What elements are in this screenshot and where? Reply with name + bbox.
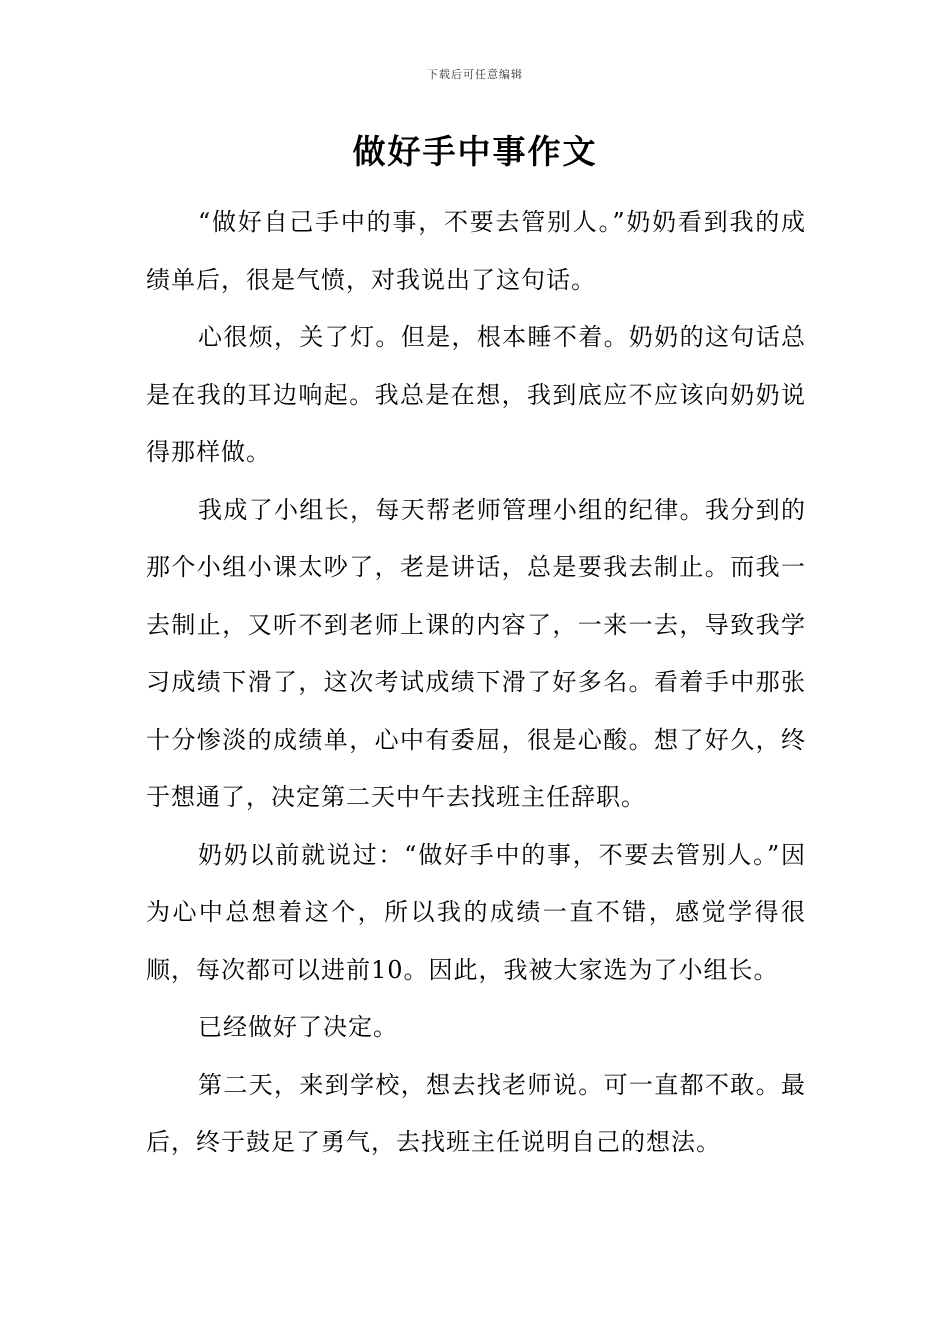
- document-body: [146, 194, 806, 1172]
- paragraph: 已经做好了决定。: [198, 1013, 398, 1041]
- paragraph: “做好自己手中的事，不要去管别人。”奶奶看到我的成绩单后，很是气愤，对我说出了这句话。: [146, 208, 806, 294]
- paragraph: 第二天，来到学校，想去找老师说。可一直都不敢。最后，终于鼓足了勇气，去找班主任说明自己的想法。: [146, 1070, 806, 1156]
- paragraph: 奶奶以前就说过：“做好手中的事，不要去管别人。”因为心中总想着这个，所以我的成绩一直不错，感觉学得很顺，每次都可以进前10。因此，我被大家选为了小组长。: [146, 840, 806, 984]
- paragraph: 心很烦，关了灯。但是，根本睡不着。奶奶的这句话总是在我的耳边响起。我总是在想，我到底应不应该向奶奶说得那样做。: [146, 323, 806, 466]
- paragraph: 我成了小组长，每天帮老师管理小组的纪律。我分到的那个小组小课太吵了，老是讲话，总是要我去制止。而我一去制止，又听不到老师上课的内容了，一来一去，导致我学习成绩下滑了，这次考试成绩下滑了好多名。看着手中那张十分惨淡的成绩单，心中有委屈，很是心酸。想了好久，终于想通了，决定第二天中午去找班主任辞职。: [146, 495, 806, 811]
- document-title: 做好手中事作文: [352, 132, 598, 171]
- header-note: 下载后可任意编辑: [427, 68, 523, 81]
